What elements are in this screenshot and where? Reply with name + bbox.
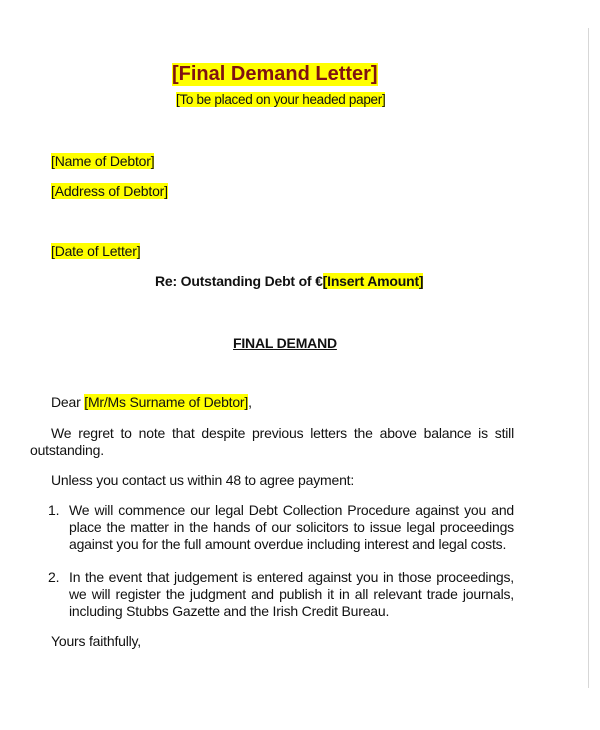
paragraph-outstanding-text: We regret to note that despite previous letters the above balance is still outstanding.: [30, 425, 514, 458]
letter-subtitle: [To be placed on your headed paper]: [176, 92, 386, 107]
list-item-text: In the event that judgement is entered against you in those proceedings, we will register the judgment and publish it in all relevant trade journals, including Stubbs Gazette and the Irish Credit Bureau.: [69, 569, 514, 619]
paragraph-contact: Unless you contact us within 48 to agree payment:: [51, 472, 355, 488]
list-item-text: We will commence our legal Debt Collection Procedure against you and place the matter in the hands of our solicitors to issue legal proceedings against you for the full amount overdue including interest and legal costs.: [69, 502, 514, 552]
letter-date-placeholder: [Date of Letter]: [51, 243, 141, 259]
list-item-number: 2.: [48, 569, 60, 585]
re-amount-placeholder: [Insert Amount]: [322, 273, 424, 289]
letter-title: [Final Demand Letter]: [172, 63, 378, 85]
debtor-address-placeholder: [Address of Debtor]: [51, 183, 168, 199]
page-edge-divider: [588, 28, 589, 688]
salutation-name-placeholder: [Mr/Ms Surname of Debtor]: [84, 394, 249, 410]
salutation: [51, 394, 252, 411]
final-demand-heading: FINAL DEMAND: [233, 335, 337, 351]
re-line: [155, 273, 423, 289]
paragraph-outstanding: [30, 425, 514, 459]
debtor-name-placeholder: [Name of Debtor]: [51, 153, 155, 169]
salutation-suffix: ,: [248, 394, 252, 410]
list-item: [48, 502, 514, 553]
re-prefix: Re: Outstanding Debt of €: [155, 273, 323, 289]
salutation-prefix: Dear: [51, 394, 85, 410]
closing-line: Yours faithfully,: [51, 633, 141, 649]
list-item-number: 1.: [48, 502, 60, 518]
list-item: [48, 569, 514, 620]
